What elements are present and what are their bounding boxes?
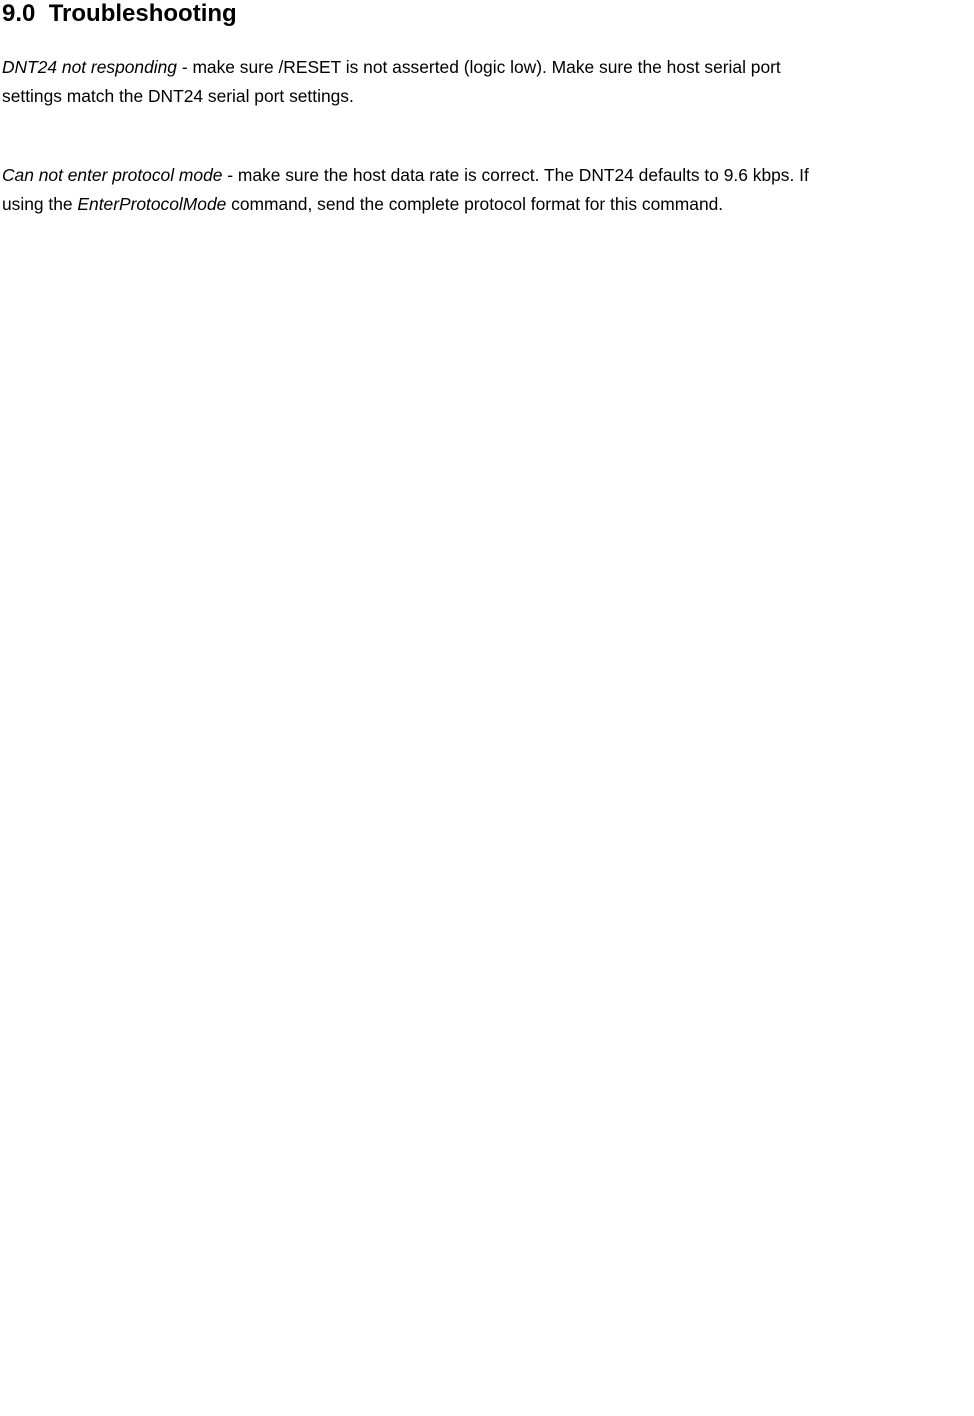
troubleshoot-item-not-responding: DNT24 not responding - make sure /RESET is not asserted (logic low). Make sure the host serial port settings match the DNT24 serial port settings. xyxy=(2,57,781,106)
command-name: EnterProtocolMode xyxy=(77,194,227,214)
section-title: 9.0 Troubleshooting xyxy=(2,0,237,27)
troubleshoot-item-protocol-mode: Can not enter protocol mode - make sure the host data rate is correct. The DNT24 defaults to 9.6 kbps. If using the EnterProtocolMode command, send the complete protocol format for this command. xyxy=(2,165,809,214)
item-term: Can not enter protocol mode xyxy=(2,165,223,185)
item-term: DNT24 not responding xyxy=(2,57,177,77)
